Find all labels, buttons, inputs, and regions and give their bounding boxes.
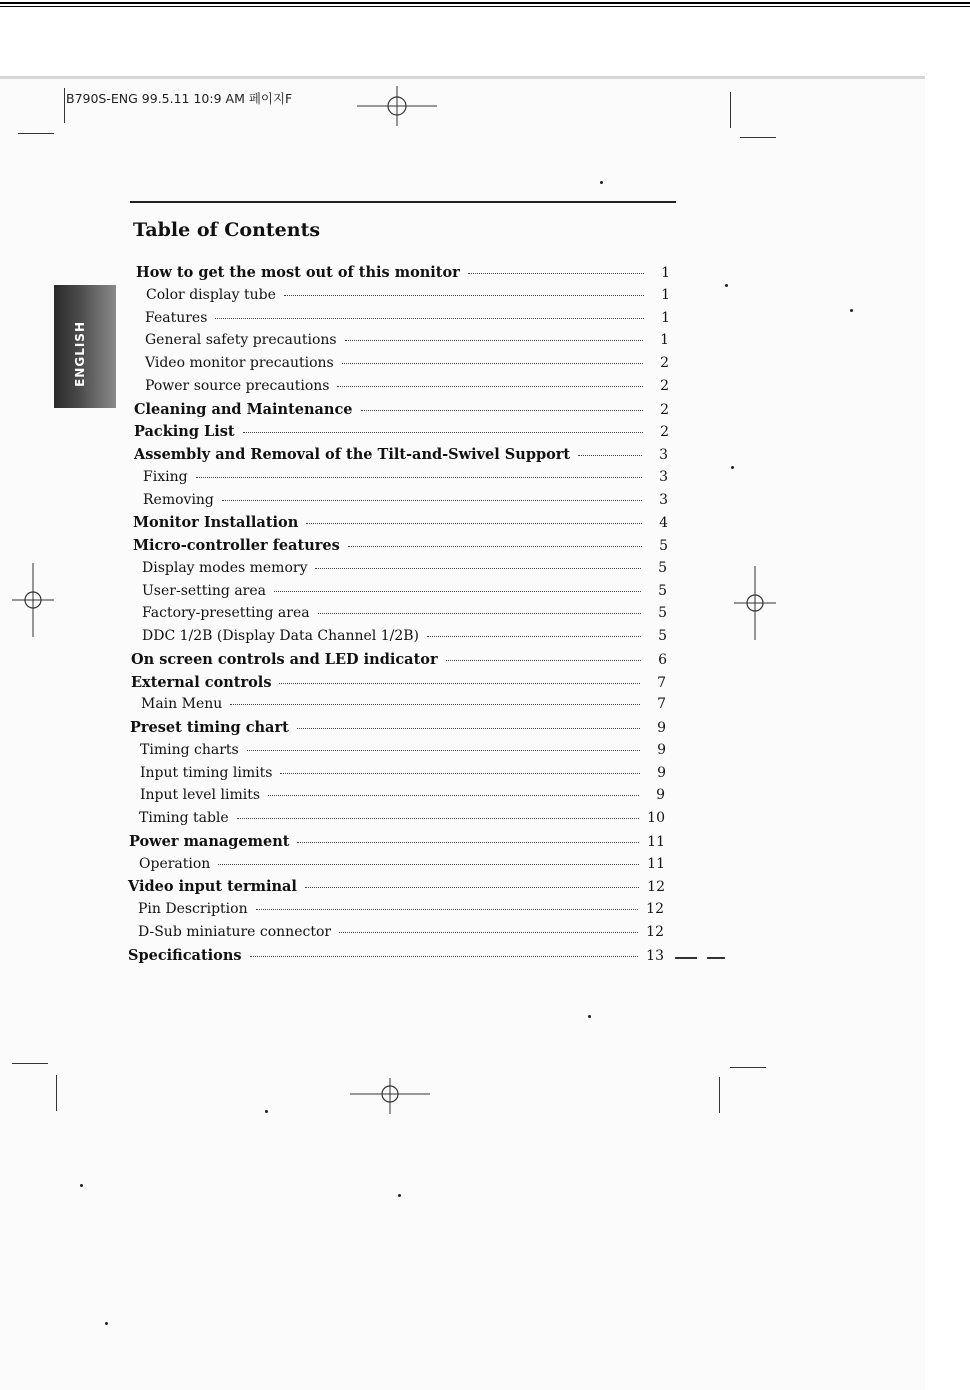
toc-entry-label: Input level limits bbox=[140, 787, 261, 804]
toc-entry-page: 11 bbox=[647, 833, 665, 850]
registration-mark-bottom bbox=[350, 1078, 430, 1114]
toc-entry-page: 12 bbox=[646, 923, 664, 940]
toc-entry-page: 2 bbox=[660, 401, 669, 418]
toc-entry bbox=[138, 924, 664, 946]
toc-entry-label: Timing charts bbox=[140, 741, 239, 758]
toc-entry bbox=[128, 878, 665, 900]
toc-leader-dots bbox=[247, 749, 640, 751]
crop-mark-top-left bbox=[18, 133, 54, 134]
toc-entry-label: Micro-controller features bbox=[133, 537, 340, 554]
crop-mark-bottom-left bbox=[12, 1063, 48, 1064]
toc-leader-dots bbox=[315, 567, 641, 569]
toc-entry bbox=[141, 696, 666, 718]
toc-entry bbox=[133, 514, 668, 536]
toc-entry-page: 12 bbox=[647, 879, 665, 896]
toc-entry-page: 2 bbox=[660, 424, 669, 441]
toc-entry-label: Removing bbox=[143, 491, 214, 508]
toc-leader-dots bbox=[337, 385, 643, 387]
toc-leader-dots bbox=[578, 454, 642, 456]
toc-entry-page: 1 bbox=[661, 286, 670, 303]
toc-entry-page: 11 bbox=[647, 855, 665, 872]
toc-entry-page: 5 bbox=[658, 559, 667, 576]
toc-entry-page: 10 bbox=[647, 810, 665, 826]
toc-entry-page: 9 bbox=[657, 720, 666, 736]
toc-entry bbox=[139, 856, 665, 878]
toc-leader-dots bbox=[348, 545, 642, 547]
toc-entry-page: 3 bbox=[659, 468, 668, 485]
toc-entry-label: How to get the most out of this monitor bbox=[136, 264, 460, 281]
toc-leader-dots bbox=[361, 409, 643, 411]
toc-leader-dots bbox=[274, 590, 641, 592]
toc-entry bbox=[136, 264, 670, 286]
toc-entry-label: D-Sub miniature connector bbox=[138, 923, 332, 940]
toc-entry-label: Power management bbox=[129, 832, 290, 850]
toc-entry-label: Power source precautions bbox=[145, 377, 330, 394]
toc-entry bbox=[145, 355, 669, 377]
toc-entry bbox=[131, 674, 666, 696]
toc-leader-dots bbox=[342, 362, 643, 364]
crop-mark-bottom-right bbox=[730, 1067, 766, 1068]
toc-leader-dots bbox=[284, 294, 644, 296]
toc-entry-page: 1 bbox=[661, 309, 670, 326]
toc-entry-label: Input timing limits bbox=[140, 764, 273, 781]
toc-leader-dots bbox=[279, 682, 640, 684]
toc-entry bbox=[145, 378, 669, 400]
toc-entry-page: 3 bbox=[659, 491, 668, 508]
toc-entry-page: 4 bbox=[659, 515, 668, 532]
toc-leader-dots bbox=[218, 863, 639, 865]
toc-entry-label: DDC 1/2B (Display Data Channel 1/2B) bbox=[142, 628, 419, 644]
toc-leader-dots bbox=[297, 841, 639, 843]
toc-entry-page: 7 bbox=[657, 674, 666, 691]
language-tab bbox=[54, 285, 116, 408]
toc-entry-page: 9 bbox=[657, 764, 666, 781]
toc-leader-dots bbox=[222, 499, 642, 501]
toc-entry bbox=[140, 787, 665, 809]
scan-speck bbox=[398, 1194, 401, 1197]
toc-entry bbox=[133, 537, 668, 559]
toc-entry-label: Features bbox=[145, 309, 208, 326]
crop-mark-top-right-vertical bbox=[730, 92, 731, 128]
toc-entry bbox=[143, 492, 668, 514]
scan-top-edge bbox=[0, 76, 925, 79]
toc-entry bbox=[129, 833, 665, 855]
toc-leader-dots bbox=[305, 886, 639, 888]
toc-entry-label: Color display tube bbox=[146, 286, 276, 303]
toc-entry-label: External controls bbox=[131, 673, 272, 691]
toc-entry bbox=[130, 719, 666, 741]
toc-entry bbox=[142, 560, 667, 582]
toc-entry-label: On screen controls and LED indicator bbox=[131, 650, 438, 668]
toc-entry-page: 3 bbox=[659, 447, 668, 463]
crop-mark-left-vertical bbox=[64, 88, 65, 123]
top-margin bbox=[0, 0, 970, 76]
toc-leader-dots bbox=[468, 272, 644, 274]
toc-entry bbox=[140, 742, 666, 764]
toc-entry-label: Cleaning and Maintenance bbox=[134, 400, 353, 418]
toc-entry-label: Video monitor precautions bbox=[145, 355, 334, 371]
toc-entry-label: User-setting area bbox=[142, 582, 266, 599]
toc-entry bbox=[142, 605, 667, 627]
toc-entry bbox=[142, 583, 667, 605]
scan-speck bbox=[105, 1322, 108, 1325]
print-stamp: B790S-ENG 99.5.11 10:9 AM 페이지F bbox=[66, 91, 293, 106]
toc-entry-label: Pin Description bbox=[138, 901, 248, 917]
toc-entry bbox=[145, 332, 669, 354]
toc-entry-label: Display modes memory bbox=[142, 559, 308, 576]
toc-leader-dots bbox=[237, 817, 639, 819]
toc-entry-label: Main Menu bbox=[141, 696, 223, 713]
toc-entry bbox=[143, 469, 668, 491]
toc-entry-page: 9 bbox=[657, 741, 666, 758]
toc-entry-label: Operation bbox=[139, 855, 211, 872]
toc-entry-label: General safety precautions bbox=[145, 332, 337, 349]
toc-leader-dots bbox=[268, 794, 639, 796]
toc-leader-dots bbox=[280, 772, 640, 774]
toc-entry-page: 5 bbox=[658, 582, 667, 599]
toc-leader-dots bbox=[339, 931, 638, 933]
toc-entry bbox=[134, 446, 668, 468]
toc-entry bbox=[145, 310, 670, 332]
toc-entry-label: Assembly and Removal of the Tilt-and-Swivel Support bbox=[134, 446, 571, 463]
toc-top-rule bbox=[130, 201, 676, 203]
registration-mark-top bbox=[357, 86, 437, 126]
top-double-rule-lower bbox=[0, 6, 970, 7]
toc-entry bbox=[128, 947, 664, 969]
crop-mark-bottom-left-vertical bbox=[56, 1075, 57, 1111]
registration-mark-right bbox=[734, 566, 776, 640]
toc-leader-dots bbox=[243, 431, 643, 433]
toc-entry-label: Specifications bbox=[128, 946, 242, 964]
toc-entry bbox=[134, 401, 669, 423]
language-tab-label: ENGLISH bbox=[73, 321, 87, 387]
toc-entry-label: Monitor Installation bbox=[133, 514, 299, 532]
toc-leader-dots bbox=[446, 659, 641, 661]
crop-mark-top-right-horizontal bbox=[740, 137, 776, 138]
toc-leader-dots bbox=[297, 727, 640, 729]
toc-entry-page: 5 bbox=[658, 605, 667, 622]
toc-entry-page: 1 bbox=[660, 332, 669, 349]
toc-entry-label: Video input terminal bbox=[128, 878, 297, 896]
toc-entry-page: 2 bbox=[660, 377, 669, 394]
toc-leader-dots bbox=[250, 955, 638, 957]
toc-leader-dots bbox=[230, 703, 640, 705]
toc-entry-page: 7 bbox=[657, 696, 666, 713]
crop-mark-bottom-right-vertical bbox=[719, 1077, 720, 1113]
toc-leader-dots bbox=[215, 317, 644, 319]
dash-mark-2 bbox=[707, 957, 725, 959]
toc-leader-dots bbox=[345, 339, 643, 341]
scan-speck bbox=[731, 466, 734, 469]
scan-speck bbox=[80, 1184, 83, 1187]
toc-entry bbox=[146, 287, 670, 309]
toc-entry-label: Preset timing chart bbox=[130, 719, 289, 736]
scan-speck bbox=[725, 284, 728, 287]
toc-entry bbox=[131, 651, 667, 673]
toc-entry-page: 5 bbox=[658, 628, 667, 644]
toc-leader-dots bbox=[427, 635, 641, 637]
toc-leader-dots bbox=[256, 908, 638, 910]
toc-leader-dots bbox=[196, 476, 642, 478]
dash-mark-1 bbox=[675, 957, 697, 959]
scan-speck bbox=[588, 1015, 591, 1018]
toc-leader-dots bbox=[318, 612, 641, 614]
scan-speck bbox=[600, 181, 603, 184]
registration-mark-left bbox=[12, 563, 54, 637]
toc-leader-dots bbox=[306, 522, 642, 524]
toc-entry-label: Factory-presetting area bbox=[142, 605, 310, 622]
toc-entry-page: 12 bbox=[646, 901, 664, 917]
toc-entry-label: Fixing bbox=[143, 468, 188, 485]
toc-entry-label: Timing table bbox=[139, 810, 229, 826]
scan-speck bbox=[265, 1110, 268, 1113]
toc-entry bbox=[142, 628, 667, 650]
toc-entry-page: 9 bbox=[656, 787, 665, 804]
top-double-rule-upper bbox=[0, 2, 970, 4]
toc-entry bbox=[134, 423, 669, 445]
toc-title: Table of Contents bbox=[133, 219, 321, 241]
scan-speck bbox=[850, 309, 853, 312]
toc-entry-page: 2 bbox=[660, 355, 669, 371]
toc-entry-page: 1 bbox=[661, 265, 670, 281]
toc-entry-page: 6 bbox=[658, 651, 667, 668]
toc-entry-page: 13 bbox=[646, 947, 664, 964]
toc-entry-page: 5 bbox=[659, 538, 668, 554]
toc-entry bbox=[138, 901, 664, 923]
toc-entry bbox=[139, 810, 665, 832]
toc-entry bbox=[140, 765, 666, 787]
toc-entry-label: Packing List bbox=[134, 423, 235, 441]
